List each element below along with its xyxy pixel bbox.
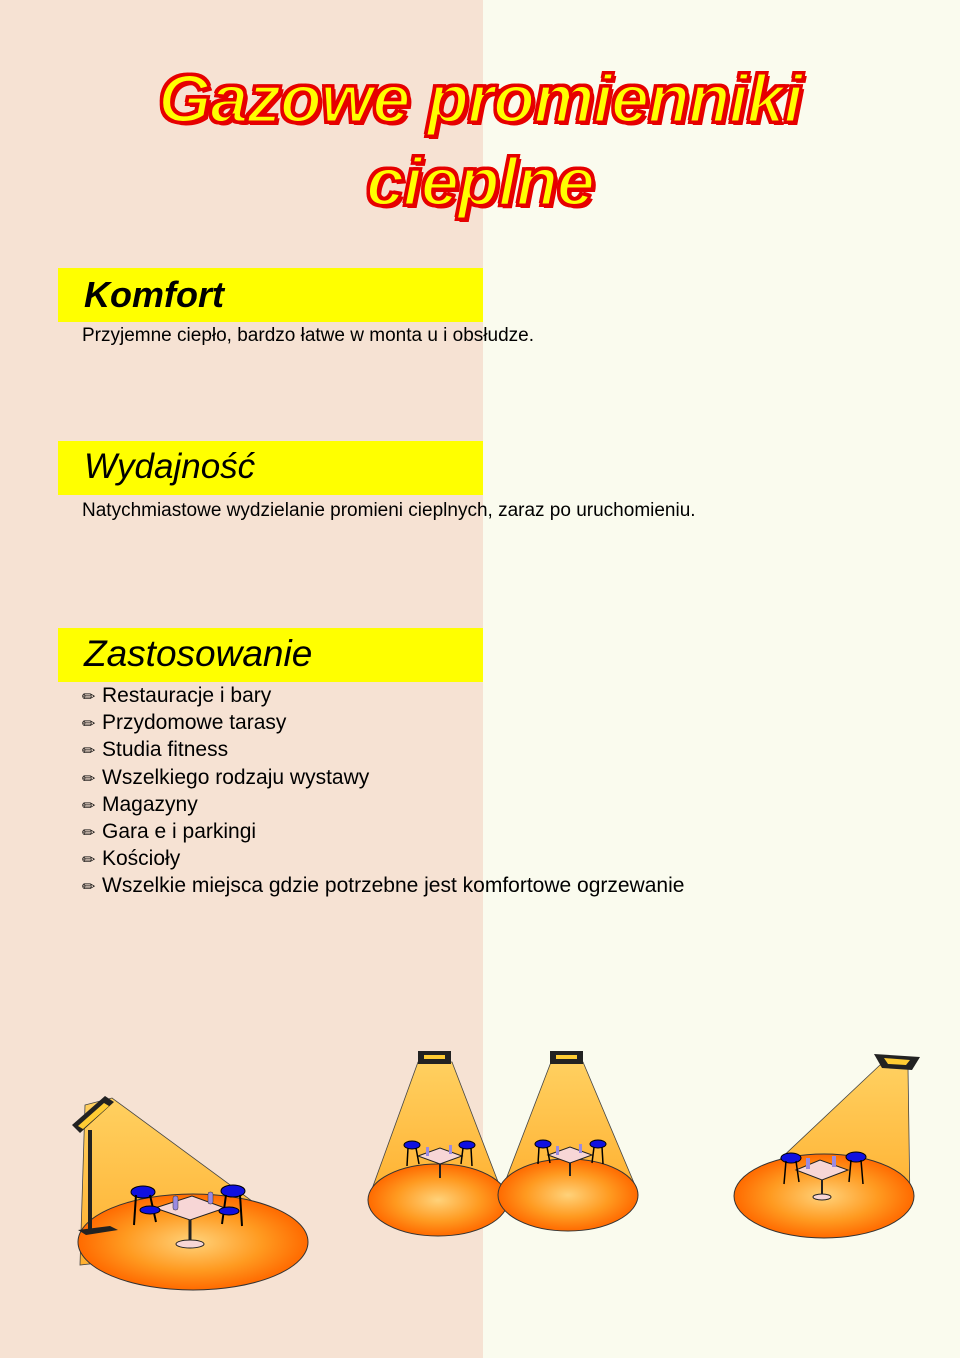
heading-bar-komfort (58, 268, 483, 322)
list-item: ✏ Przydomowe tarasy (82, 710, 684, 737)
list-item: ✏ Magazyny (82, 792, 684, 819)
pencil-icon: ✏ (82, 879, 96, 897)
list-item: ✏ Wszelkie miejsca gdzie potrzebne jest komfortowe ogrzewanie (82, 873, 684, 900)
heater-illustration (0, 1030, 960, 1330)
heated-floor-area (368, 1164, 508, 1236)
page-title-line-2: cieplne (366, 144, 594, 220)
list-item: ✏ Studia fitness (82, 737, 684, 764)
heater-pole (88, 1130, 92, 1230)
list-item: ✏ Restauracje i bary (82, 683, 684, 710)
section-text-komfort: Przyjemne ciepło, bardzo łatwe w monta u i obsłudze. (82, 325, 535, 346)
list-item: ✏ Wszelkiego rodzaju wystawy (82, 765, 684, 792)
pencil-icon: ✏ (82, 743, 96, 761)
standing-heater-scene (72, 1096, 308, 1290)
page-title-line-1: Gazowe promienniki (158, 61, 802, 137)
heading-bar-wydajnosc (58, 441, 483, 495)
pencil-icon: ✏ (82, 770, 96, 788)
pencil-icon: ✏ (82, 797, 96, 815)
pencil-icon: ✏ (82, 689, 96, 706)
pencil-icon: ✏ (82, 716, 96, 734)
section-heading-komfort: Komfort (84, 274, 224, 315)
angled-heater-scene (734, 1054, 920, 1238)
ceiling-heater-scene-2 (498, 1051, 638, 1231)
list-item: ✏ Kościoły (82, 846, 684, 873)
heated-floor-area (498, 1159, 638, 1231)
pencil-icon: ✏ (82, 825, 96, 843)
section-heading-zastosowanie: Zastosowanie (84, 633, 313, 674)
heading-bar-zastosowanie (58, 628, 483, 682)
pencil-icon: ✏ (82, 852, 96, 870)
list-item: ✏ Gara e i parkingi (82, 819, 684, 846)
section-text-wydajnosc: Natychmiastowe wydzielanie promieni cieplnych, zaraz po uruchomieniu. (82, 500, 696, 521)
applications-list (82, 683, 684, 901)
section-heading-wydajnosc: Wydajność (84, 447, 256, 486)
ceiling-heater-scene-1 (368, 1051, 508, 1236)
